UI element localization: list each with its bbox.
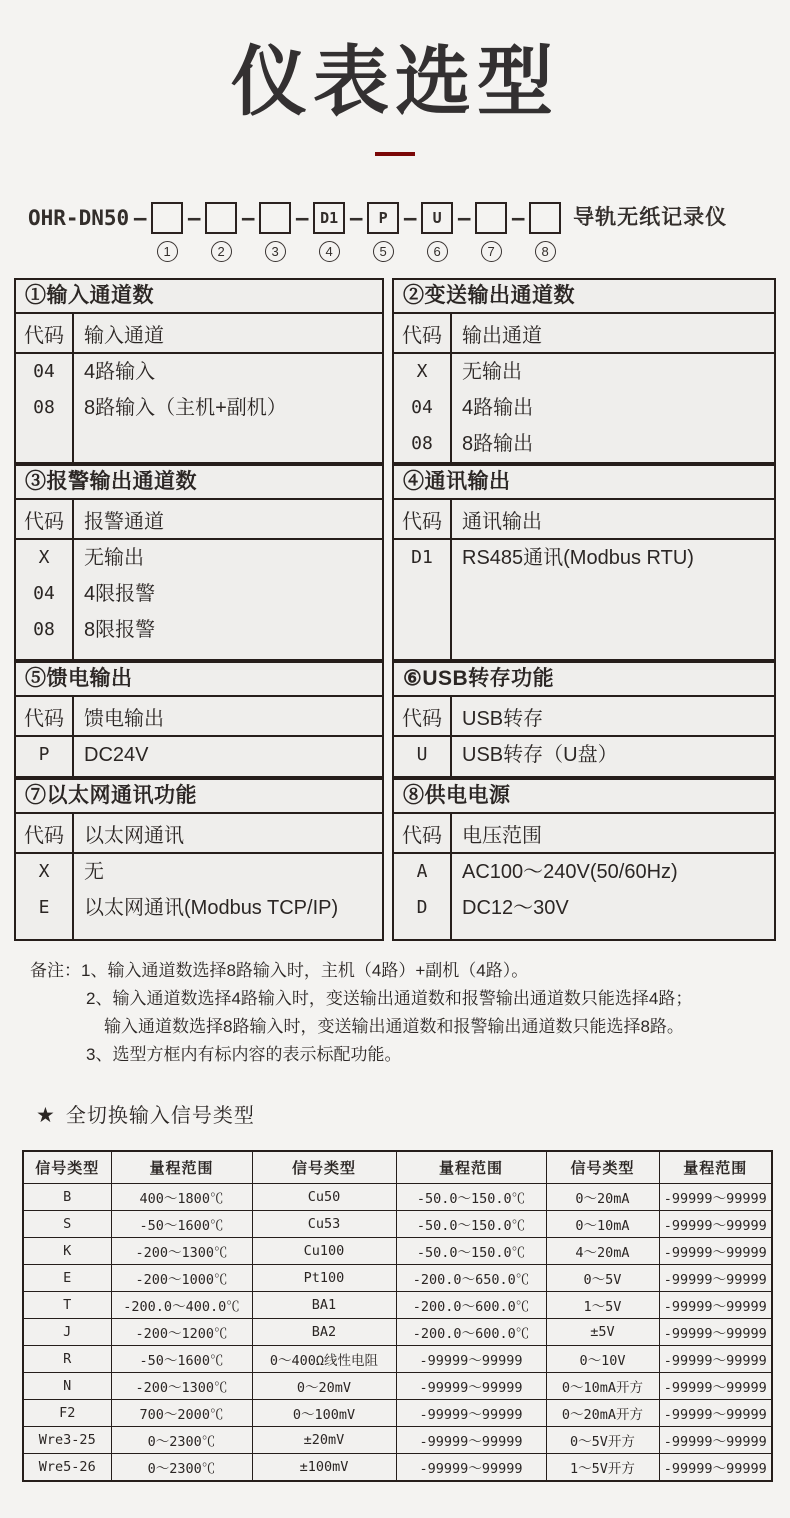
model-slot-4 bbox=[313, 202, 345, 262]
section-body bbox=[394, 737, 774, 776]
signal-table-header-cell: 信号类型 bbox=[252, 1151, 396, 1184]
circled-number-icon: 5 bbox=[373, 241, 394, 262]
model-slot-box bbox=[151, 202, 183, 234]
section-comm-output bbox=[392, 464, 776, 661]
model-dash: – bbox=[241, 206, 255, 231]
section-body bbox=[394, 540, 774, 659]
signal-table-cell: Cu53 bbox=[252, 1211, 396, 1238]
note-line: 2、输入通道数选择4路输入时，变送输出通道数和报警输出通道数只能选择4路； bbox=[86, 989, 693, 1009]
circled-number-icon: 8 bbox=[535, 241, 556, 262]
signal-table-row bbox=[23, 1454, 772, 1482]
desc-cell: 8路输入（主机+副机） bbox=[84, 397, 287, 420]
notes-block bbox=[30, 957, 790, 1069]
desc-cell: USB转存（U盘） bbox=[462, 744, 618, 767]
circled-number-icon: 4 bbox=[319, 241, 340, 262]
circled-number-icon: 6 bbox=[427, 241, 448, 262]
desc-header: 通讯输出 bbox=[462, 510, 542, 533]
code-header: 代码 bbox=[394, 314, 452, 352]
model-slot-8 bbox=[529, 202, 561, 262]
code-column bbox=[16, 354, 74, 462]
desc-header: 馈电输出 bbox=[84, 707, 164, 730]
model-slot-box: D1 bbox=[313, 202, 345, 234]
desc-cell: 无 bbox=[84, 861, 104, 884]
signal-table-row bbox=[23, 1346, 772, 1373]
model-prefix: OHR-DN50 bbox=[28, 206, 130, 231]
signal-table-row bbox=[23, 1292, 772, 1319]
section-title: ⑦以太网通讯功能 bbox=[16, 780, 382, 814]
signal-table-cell: 0～10V bbox=[546, 1346, 659, 1373]
signal-table-cell: -99999～99999 bbox=[659, 1400, 772, 1427]
signal-table-cell: Wre3-25 bbox=[23, 1427, 111, 1454]
signal-table-cell: Pt100 bbox=[252, 1265, 396, 1292]
page-title: 仪表选型 bbox=[231, 40, 559, 125]
section-subheader bbox=[16, 314, 382, 354]
star-icon: ★ bbox=[36, 1104, 56, 1128]
section-body bbox=[394, 854, 774, 939]
model-slot-7 bbox=[475, 202, 507, 262]
model-slot-box: U bbox=[421, 202, 453, 234]
signal-table-cell: -200～1300℃ bbox=[111, 1238, 252, 1265]
signal-table-cell: 1～5V开方 bbox=[546, 1454, 659, 1482]
signal-table-row bbox=[23, 1184, 772, 1211]
signal-section-title: 全切换输入信号类型 bbox=[65, 1105, 255, 1128]
model-dash: – bbox=[349, 206, 363, 231]
signal-table-cell: -99999～99999 bbox=[396, 1373, 546, 1400]
model-dash: – bbox=[511, 206, 525, 231]
circled-number-icon: 1 bbox=[157, 241, 178, 262]
desc-cell: 无输出 bbox=[84, 547, 144, 570]
signal-table-cell: N bbox=[23, 1373, 111, 1400]
code-cell: D1 bbox=[411, 547, 433, 569]
desc-cell: AC100～240V(50/60Hz) bbox=[462, 861, 678, 884]
signal-table-cell: ±100mV bbox=[252, 1454, 396, 1482]
signal-table-cell: -200.0～600.0℃ bbox=[396, 1292, 546, 1319]
signal-table-cell: -99999～99999 bbox=[659, 1265, 772, 1292]
section-title: ⑥USB转存功能 bbox=[394, 663, 774, 697]
signal-table-cell: -99999～99999 bbox=[659, 1238, 772, 1265]
section-alarm-output bbox=[14, 464, 384, 661]
desc-column bbox=[452, 540, 774, 659]
model-slot-box bbox=[205, 202, 237, 234]
signal-table-cell: -99999～99999 bbox=[659, 1292, 772, 1319]
code-column bbox=[16, 540, 74, 659]
desc-cell: 以太网通讯(Modbus TCP/IP) bbox=[84, 897, 339, 920]
section-subheader bbox=[16, 697, 382, 737]
desc-cell: DC24V bbox=[84, 744, 149, 767]
signal-table-cell: 400～1800℃ bbox=[111, 1184, 252, 1211]
signal-table-cell: T bbox=[23, 1292, 111, 1319]
signal-table-cell: R bbox=[23, 1346, 111, 1373]
signal-table-cell: 0～20mA bbox=[546, 1184, 659, 1211]
signal-table-cell: -50～1600℃ bbox=[111, 1346, 252, 1373]
signal-table-header-cell: 量程范围 bbox=[659, 1151, 772, 1184]
circled-number-icon: 7 bbox=[481, 241, 502, 262]
desc-header: 以太网通讯 bbox=[84, 824, 184, 847]
section-title: ①输入通道数 bbox=[16, 280, 382, 314]
signal-table-cell: -50～1600℃ bbox=[111, 1211, 252, 1238]
model-dash: – bbox=[457, 206, 471, 231]
section-title: ④通讯输出 bbox=[394, 466, 774, 500]
code-cell: 04 bbox=[411, 397, 433, 419]
desc-column bbox=[74, 540, 382, 659]
signal-table-cell: 0～2300℃ bbox=[111, 1454, 252, 1482]
signal-table-cell: B bbox=[23, 1184, 111, 1211]
section-usb-transfer bbox=[392, 661, 776, 778]
section-transmit-output bbox=[392, 278, 776, 464]
notes-label: 备注： bbox=[30, 961, 81, 981]
signal-table-row bbox=[23, 1400, 772, 1427]
desc-column bbox=[74, 354, 382, 462]
desc-cell: DC12～30V bbox=[462, 897, 569, 920]
signal-table-cell: -99999～99999 bbox=[396, 1427, 546, 1454]
circled-number-icon: 3 bbox=[265, 241, 286, 262]
code-column bbox=[394, 854, 452, 939]
note-line: 输入通道数选择8路输入时，变送输出通道数和报警输出通道数只能选择8路。 bbox=[104, 1017, 684, 1037]
signal-table-cell: Wre5-26 bbox=[23, 1454, 111, 1482]
signal-table-cell: -200～1300℃ bbox=[111, 1373, 252, 1400]
signal-table-cell: -200.0～650.0℃ bbox=[396, 1265, 546, 1292]
desc-cell: 8路输出 bbox=[462, 433, 534, 456]
signal-table-header-cell: 信号类型 bbox=[546, 1151, 659, 1184]
signal-table-row bbox=[23, 1427, 772, 1454]
signal-table-cell: 700～2000℃ bbox=[111, 1400, 252, 1427]
model-code-line bbox=[28, 202, 790, 262]
signal-table-row bbox=[23, 1319, 772, 1346]
model-slot-6 bbox=[421, 202, 453, 262]
signal-table-cell: BA2 bbox=[252, 1319, 396, 1346]
section-subheader bbox=[394, 814, 774, 854]
section-body bbox=[16, 354, 382, 462]
section-subheader bbox=[394, 697, 774, 737]
signal-table-cell: BA1 bbox=[252, 1292, 396, 1319]
section-title: ②变送输出通道数 bbox=[394, 280, 774, 314]
section-subheader bbox=[394, 314, 774, 354]
desc-header: USB转存 bbox=[462, 707, 544, 730]
code-cell: E bbox=[38, 897, 50, 919]
desc-cell: 4路输出 bbox=[462, 397, 534, 420]
code-cell: X bbox=[416, 361, 428, 383]
signal-table-cell: ±20mV bbox=[252, 1427, 396, 1454]
signal-table-cell: -99999～99999 bbox=[396, 1400, 546, 1427]
signal-table-cell: K bbox=[23, 1238, 111, 1265]
signal-table-cell: -99999～99999 bbox=[659, 1211, 772, 1238]
signal-table-cell: -50.0～150.0℃ bbox=[396, 1211, 546, 1238]
circled-number-icon: 2 bbox=[211, 241, 232, 262]
section-power-supply bbox=[392, 778, 776, 941]
signal-table-cell: -99999～99999 bbox=[659, 1454, 772, 1482]
code-cell: X bbox=[38, 861, 50, 883]
signal-table-cell: ±5V bbox=[546, 1319, 659, 1346]
signal-table-row bbox=[23, 1238, 772, 1265]
model-suffix: 导轨无纸记录仪 bbox=[573, 206, 728, 230]
model-dash: – bbox=[187, 206, 201, 231]
signal-table-header-row bbox=[23, 1151, 772, 1184]
signal-section-heading bbox=[36, 1099, 790, 1128]
signal-table-cell: 0～2300℃ bbox=[111, 1427, 252, 1454]
desc-cell: 4限报警 bbox=[84, 583, 156, 606]
model-slot-box bbox=[259, 202, 291, 234]
model-slot-box bbox=[529, 202, 561, 234]
signal-table-cell: -200～1000℃ bbox=[111, 1265, 252, 1292]
section-title: ⑤馈电输出 bbox=[16, 663, 382, 697]
code-header: 代码 bbox=[394, 814, 452, 852]
section-title: ⑧供电电源 bbox=[394, 780, 774, 814]
code-column bbox=[16, 854, 74, 939]
code-cell: P bbox=[38, 744, 50, 766]
code-cell: 08 bbox=[411, 433, 433, 455]
desc-cell: 无输出 bbox=[462, 361, 522, 384]
model-dash: – bbox=[403, 206, 417, 231]
model-slot-box bbox=[475, 202, 507, 234]
desc-cell: RS485通讯(Modbus RTU) bbox=[462, 547, 694, 570]
signal-table-cell: -200.0～600.0℃ bbox=[396, 1319, 546, 1346]
signal-table-cell: -200.0～400.0℃ bbox=[111, 1292, 252, 1319]
section-title: ③报警输出通道数 bbox=[16, 466, 382, 500]
code-cell: 08 bbox=[33, 619, 55, 641]
desc-header: 报警通道 bbox=[84, 510, 164, 533]
signal-table-cell: 0～5V开方 bbox=[546, 1427, 659, 1454]
section-body bbox=[16, 540, 382, 659]
code-header: 代码 bbox=[16, 697, 74, 735]
signal-table-cell: 0～20mV bbox=[252, 1373, 396, 1400]
code-header: 代码 bbox=[394, 697, 452, 735]
code-cell: 04 bbox=[33, 361, 55, 383]
section-body bbox=[16, 854, 382, 939]
signal-type-table bbox=[22, 1150, 773, 1482]
signal-table-cell: -99999～99999 bbox=[396, 1454, 546, 1482]
signal-table-header-cell: 量程范围 bbox=[111, 1151, 252, 1184]
signal-table-cell: 4～20mA bbox=[546, 1238, 659, 1265]
code-cell: X bbox=[38, 547, 50, 569]
signal-table-cell: 1～5V bbox=[546, 1292, 659, 1319]
signal-table-cell: -99999～99999 bbox=[659, 1427, 772, 1454]
code-cell: D bbox=[416, 897, 428, 919]
section-body bbox=[16, 737, 382, 776]
model-dash: – bbox=[295, 206, 309, 231]
signal-table-cell: F2 bbox=[23, 1400, 111, 1427]
signal-table-cell: 0～100mV bbox=[252, 1400, 396, 1427]
model-slot-1 bbox=[151, 202, 183, 262]
signal-table-cell: S bbox=[23, 1211, 111, 1238]
section-power-feed bbox=[14, 661, 384, 778]
signal-table-cell: 0～20mA开方 bbox=[546, 1400, 659, 1427]
signal-table-row bbox=[23, 1265, 772, 1292]
datasheet-page bbox=[0, 40, 790, 1518]
desc-header: 电压范围 bbox=[462, 824, 542, 847]
code-column bbox=[16, 737, 74, 776]
model-slot-2 bbox=[205, 202, 237, 262]
signal-table-cell: -200～1200℃ bbox=[111, 1319, 252, 1346]
desc-cell: 8限报警 bbox=[84, 619, 156, 642]
desc-cell: 4路输入 bbox=[84, 361, 156, 384]
model-slot-box: P bbox=[367, 202, 399, 234]
spec-sections-grid bbox=[14, 278, 776, 941]
section-subheader bbox=[16, 500, 382, 540]
code-header: 代码 bbox=[16, 314, 74, 352]
code-column bbox=[394, 540, 452, 659]
model-slot-5 bbox=[367, 202, 399, 262]
code-cell: 08 bbox=[33, 397, 55, 419]
signal-table-cell: -99999～99999 bbox=[659, 1373, 772, 1400]
desc-column bbox=[74, 737, 382, 776]
model-dash: – bbox=[133, 206, 147, 231]
signal-table-cell: Cu50 bbox=[252, 1184, 396, 1211]
signal-table-cell: 0～10mA开方 bbox=[546, 1373, 659, 1400]
signal-table-cell: -99999～99999 bbox=[396, 1346, 546, 1373]
signal-table-cell: J bbox=[23, 1319, 111, 1346]
section-subheader bbox=[394, 500, 774, 540]
signal-table-header-cell: 量程范围 bbox=[396, 1151, 546, 1184]
signal-table-cell: -50.0～150.0℃ bbox=[396, 1184, 546, 1211]
title-underline-accent bbox=[375, 152, 415, 156]
signal-table-cell: 0～5V bbox=[546, 1265, 659, 1292]
desc-header: 输出通道 bbox=[462, 324, 542, 347]
section-ethernet bbox=[14, 778, 384, 941]
desc-column bbox=[74, 854, 382, 939]
section-body bbox=[394, 354, 774, 462]
code-header: 代码 bbox=[16, 814, 74, 852]
signal-table-row bbox=[23, 1211, 772, 1238]
desc-column bbox=[452, 737, 774, 776]
signal-table-cell: -99999～99999 bbox=[659, 1184, 772, 1211]
signal-table-cell: Cu100 bbox=[252, 1238, 396, 1265]
section-input-channels bbox=[14, 278, 384, 464]
code-cell: 04 bbox=[33, 583, 55, 605]
code-header: 代码 bbox=[394, 500, 452, 538]
signal-table-header-cell: 信号类型 bbox=[23, 1151, 111, 1184]
signal-table-cell: 0～400Ω线性电阻 bbox=[252, 1346, 396, 1373]
signal-table-cell: -99999～99999 bbox=[659, 1346, 772, 1373]
note-line bbox=[30, 957, 790, 985]
section-subheader bbox=[16, 814, 382, 854]
code-column bbox=[394, 737, 452, 776]
desc-header: 输入通道 bbox=[84, 324, 164, 347]
code-cell: A bbox=[416, 861, 428, 883]
code-cell: U bbox=[416, 744, 428, 766]
signal-table-row bbox=[23, 1373, 772, 1400]
desc-column bbox=[452, 354, 774, 462]
signal-table-cell: 0～10mA bbox=[546, 1211, 659, 1238]
desc-column bbox=[452, 854, 774, 939]
code-header: 代码 bbox=[16, 500, 74, 538]
model-slot-3 bbox=[259, 202, 291, 262]
signal-table-cell: E bbox=[23, 1265, 111, 1292]
signal-table-cell: -50.0～150.0℃ bbox=[396, 1238, 546, 1265]
note-text: 1、输入通道数选择8路输入时，主机（4路）+副机（4路）。 bbox=[81, 961, 529, 981]
code-column bbox=[394, 354, 452, 462]
signal-table-cell: -99999～99999 bbox=[659, 1319, 772, 1346]
note-line: 3、选型方框内有标内容的表示标配功能。 bbox=[86, 1045, 402, 1065]
